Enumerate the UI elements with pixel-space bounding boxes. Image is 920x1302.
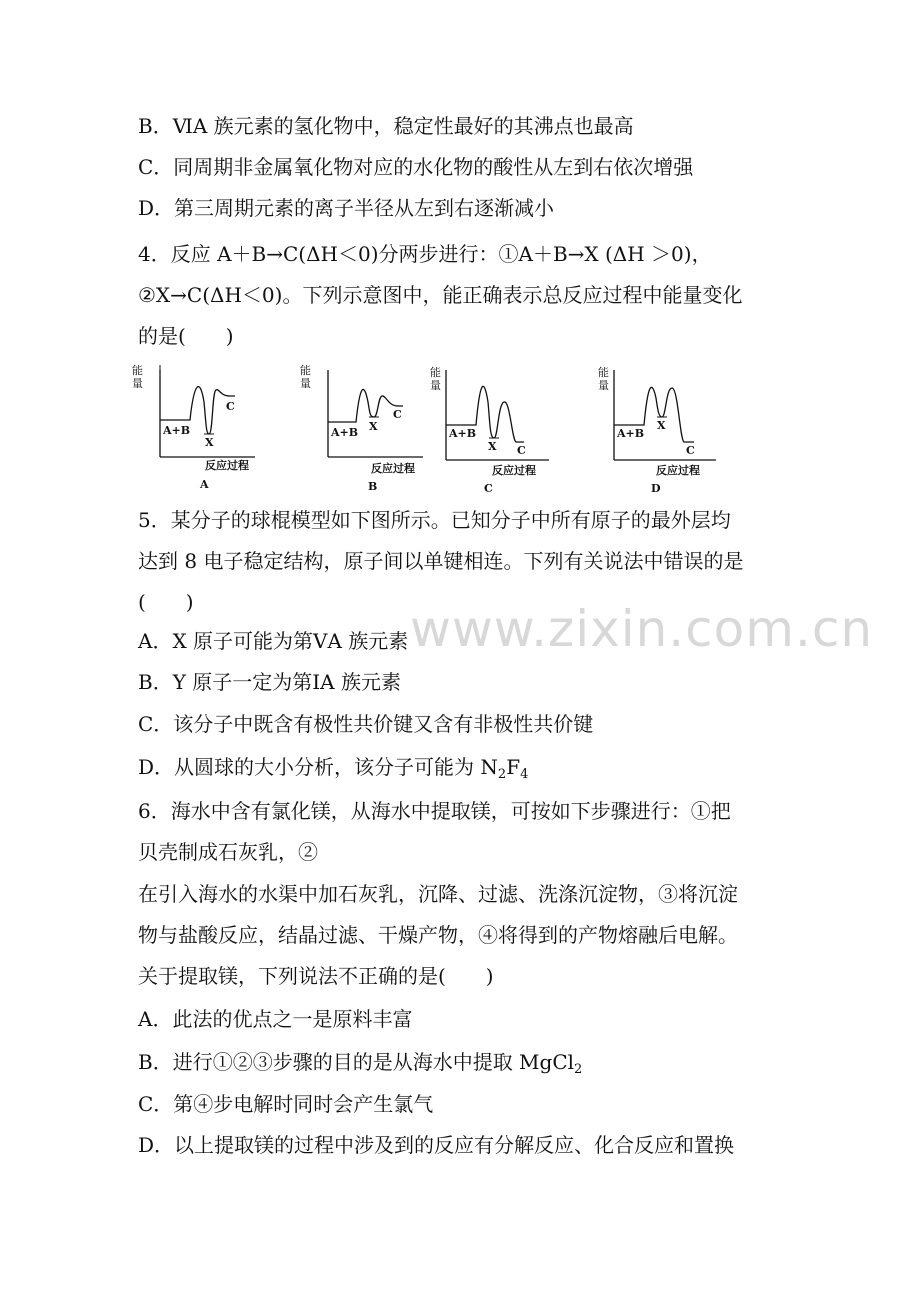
- option-6b: B．进行①②③步骤的目的是从海水中提取 MgCl$_2$: [138, 1050, 583, 1077]
- option-3d: D．第三周期元素的离子半径从左到右逐渐减小: [138, 196, 555, 220]
- intermediate-label: X: [488, 440, 497, 453]
- energy-diagram-c: [424, 362, 564, 495]
- question-6-line-1: 6．海水中含有氯化镁，从海水中提取镁，可按如下步骤进行：①把: [138, 799, 731, 823]
- energy-diagrams: [130, 362, 730, 495]
- energy-diagram-a: [130, 362, 270, 492]
- watermark: www.zixin.com.cn: [410, 600, 874, 658]
- product-label: C: [226, 400, 235, 413]
- option-3c: C．同周期非金属氧化物对应的水化物的酸性从左到右依次增强: [138, 155, 694, 179]
- question-4-line-2: ②X→C(ΔH＜0)。下列示意图中，能正确表示总反应过程中能量变化: [138, 283, 743, 307]
- option-6a: A．此法的优点之一是原料丰富: [138, 1007, 413, 1031]
- reactant-label: A+B: [163, 424, 191, 437]
- xlabel: 反应过程: [205, 459, 249, 472]
- ylabel-1: 能: [132, 364, 143, 377]
- product-label: C: [517, 444, 526, 457]
- question-5-line-2: 达到 8 电子稳定结构，原子间以单键相连。下列有关说法中错误的是: [138, 549, 744, 573]
- question-6-line-3: 在引入海水的水渠中加石灰乳，沉降、过滤、洗涤沉淀物，③将沉淀: [138, 882, 738, 906]
- option-label-b: B: [368, 480, 378, 493]
- question-4-line-1: 4．反应 A＋B→C(ΔH＜0)分两步进行：①A＋B→X (ΔH ＞0)，: [138, 242, 712, 266]
- option-5a: A．X 原子可能为第ⅤA 族元素: [138, 629, 409, 653]
- option-5d: D．从圆球的大小分析，该分子可能为 $N_2F_4$: [138, 755, 529, 782]
- question-6-line-4: 物与盐酸反应，结晶过滤、干燥产物，④将得到的产物熔融后电解。: [138, 923, 738, 947]
- xlabel: 反应过程: [492, 464, 536, 477]
- product-label: C: [686, 444, 695, 457]
- option-6c: C．第④步电解时同时会产生氯气: [138, 1092, 434, 1116]
- reactant-label: A+B: [449, 427, 477, 440]
- intermediate-label: X: [369, 420, 378, 433]
- ylabel-1: 能: [430, 366, 441, 379]
- ylabel-2: 量: [300, 377, 311, 390]
- product-label: C: [393, 408, 402, 421]
- question-4-line-3: 的是( ): [138, 324, 234, 348]
- ylabel-2: 量: [132, 377, 143, 390]
- option-6d: D．以上提取镁的过程中涉及到的反应有分解反应、化合反应和置换: [138, 1133, 735, 1157]
- question-6-line-2: 贝壳制成石灰乳，②: [138, 840, 318, 864]
- option-3b: B．ⅥA 族元素的氢化物中，稳定性最好的其沸点也最高: [138, 114, 634, 138]
- reactant-label: A+B: [331, 426, 359, 439]
- xlabel: 反应过程: [371, 462, 415, 475]
- question-5-line-3: ( ): [138, 590, 194, 614]
- xlabel: 反应过程: [656, 464, 700, 477]
- intermediate-label: X: [657, 419, 666, 432]
- option-5b: B．Y 原子一定为第ⅠA 族元素: [138, 670, 401, 694]
- option-label-c: C: [484, 482, 493, 495]
- ylabel-1: 能: [300, 364, 311, 377]
- option-label-d: D: [651, 482, 661, 495]
- energy-diagram-d: [596, 362, 736, 495]
- ylabel-1: 能: [598, 366, 609, 379]
- ylabel-2: 量: [598, 379, 609, 392]
- intermediate-label: X: [205, 436, 214, 449]
- option-5c: C．该分子中既含有极性共价键又含有非极性共价键: [138, 712, 594, 736]
- reactant-label: A+B: [617, 427, 645, 440]
- option-label-a: A: [200, 478, 209, 491]
- ylabel-2: 量: [430, 379, 441, 392]
- question-6-line-5: 关于提取镁，下列说法不正确的是( ): [138, 964, 494, 988]
- question-5-line-1: 5．某分子的球棍模型如下图所示。已知分子中所有原子的最外层均: [138, 508, 731, 532]
- energy-diagram-b: [298, 362, 438, 492]
